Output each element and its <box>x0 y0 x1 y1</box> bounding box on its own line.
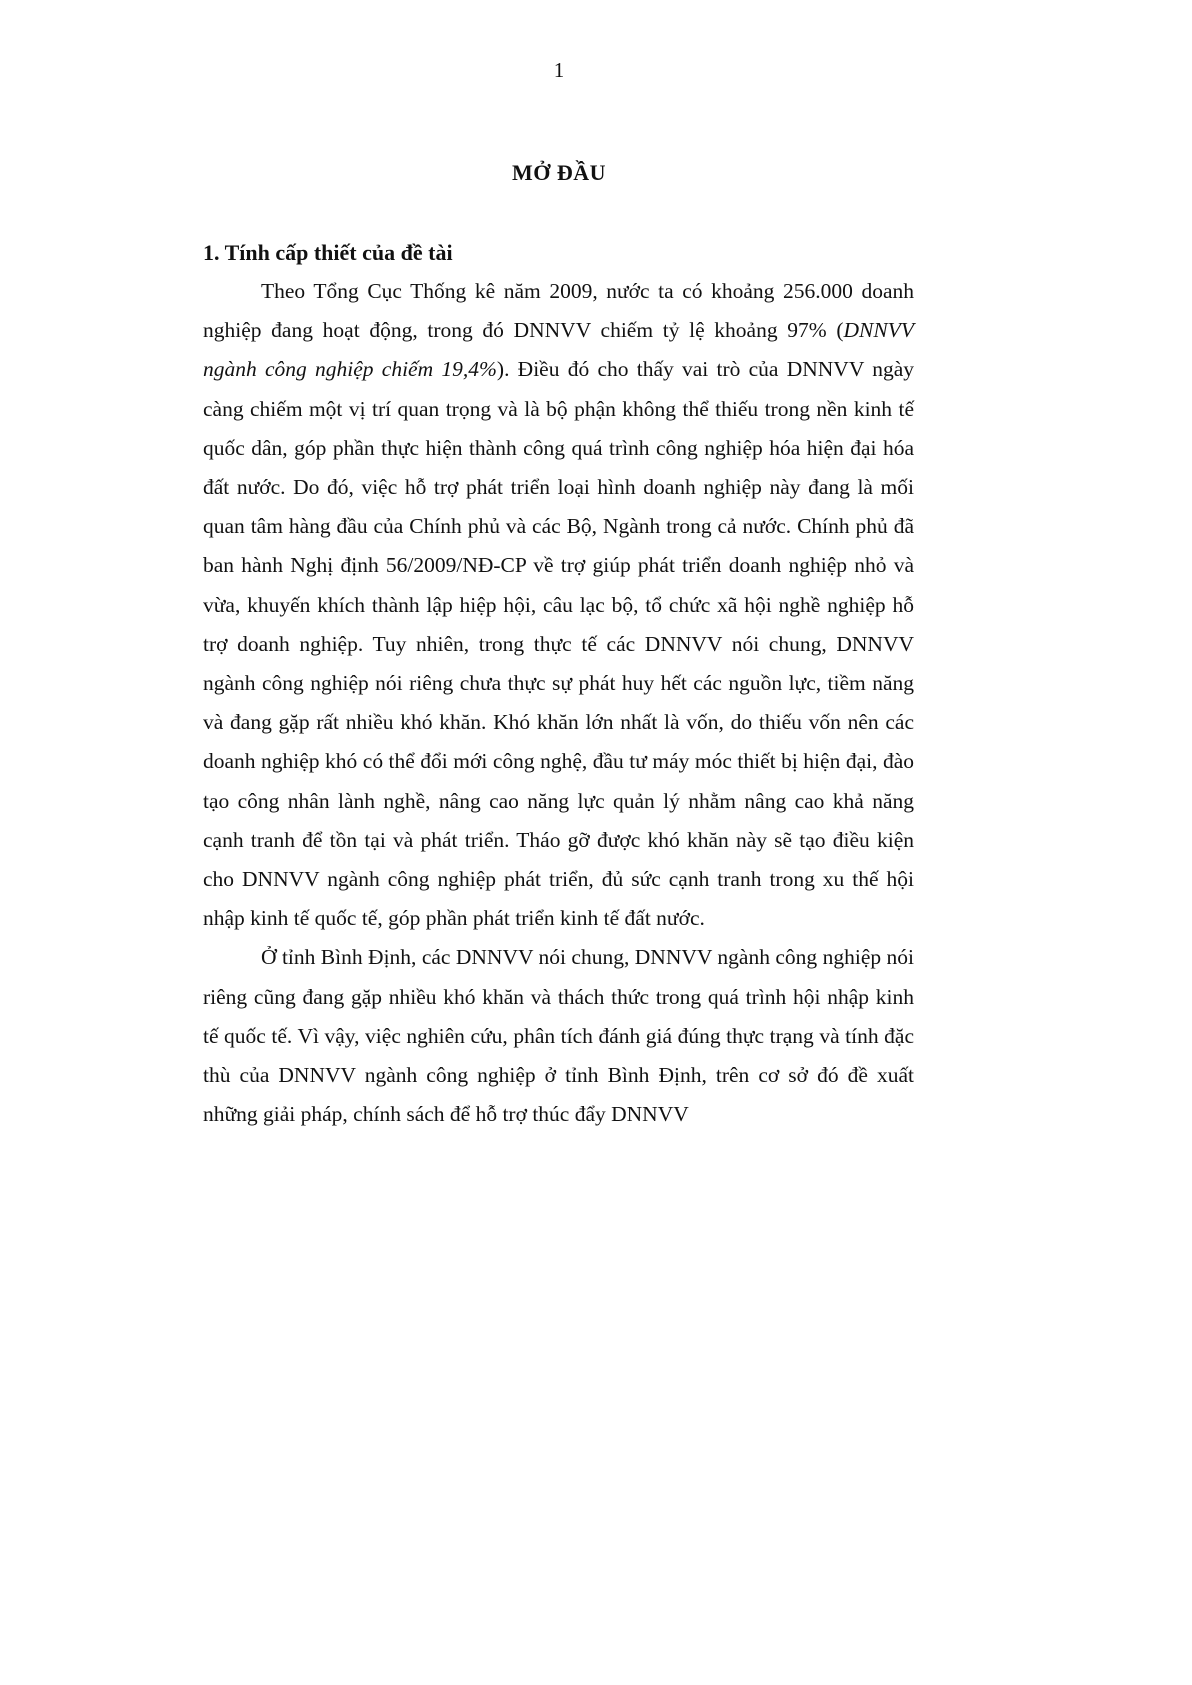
paragraph-1-italic: DNNVV ngành công nghiệp chiếm 19,4% <box>203 318 914 382</box>
paragraph-2: Ở tỉnh Bình Định, các DNNVV nói chung, DNNVV ngành công nghiệp nói riêng cũng đang gặp nhiều khó khăn và thách thức trong quá trình hội nhập kinh tế quốc tế. Vì vậy, việc nghiên cứu, phân tích đánh giá đúng thực trạng và tính đặc thù của DNNVV ngành công nghiệp ở tỉnh Bình Định, trên cơ sở đó đề xuất những giải pháp, chính sách để hỗ trợ thúc đẩy DNNVV <box>203 945 914 1127</box>
paragraph-1-text-after: ). Điều đó cho thấy vai trò của DNNVV ngày càng chiếm một vị trí quan trọng và là bộ phận không thể thiếu trong nền kinh tế quốc dân, góp phần thực hiện thành công quá trình công nghiệp hóa hiện đại hóa đất nước. Do đó, việc hỗ trợ phát triển loại hình doanh nghiệp này đang là mối quan tâm hàng đầu của Chính phủ và các Bộ, Ngành trong cả nước. Chính phủ đã ban hành Nghị định 56/2009/NĐ-CP về trợ giúp phát triển doanh nghiệp nhỏ và vừa, khuyến khích thành lập hiệp hội, câu lạc bộ, tổ chức xã hội nghề nghiệp hỗ trợ doanh nghiệp. Tuy nhiên, trong thực tế các DNNVV nói chung, DNNVV ngành công nghiệp nói riêng chưa thực sự phát huy hết các nguồn lực, tiềm năng và đang gặp rất nhiều khó khăn. Khó khăn lớn nhất là vốn, do thiếu vốn nên các doanh nghiệp khó có thể đổi mới công nghệ, đầu tư máy móc thiết bị hiện đại, đào tạo công nhân lành nghề, nâng cao năng lực quản lý nhằm nâng cao khả năng cạnh tranh để tồn tại và phát triển. Tháo gỡ được khó khăn này sẽ tạo điều kiện cho DNNVV ngành công nghiệp phát triển, đủ sức cạnh tranh trong xu thế hội nhập kinh tế quốc tế, góp phần phát triển kinh tế đất nước. <box>203 357 914 931</box>
page-title: MỞ ĐẦU <box>511 160 607 185</box>
body-text <box>203 272 914 1134</box>
paragraph-1-text-before: Theo Tổng Cục Thống kê năm 2009, nước ta có khoảng 256.000 doanh nghiệp đang hoạt động, trong đó DNNVV chiếm tỷ lệ khoảng 97% ( <box>203 279 914 343</box>
page-number: 1 <box>553 58 565 82</box>
section-heading: 1. Tính cấp thiết của đề tài <box>203 240 453 265</box>
paragraph-1 <box>203 272 914 938</box>
